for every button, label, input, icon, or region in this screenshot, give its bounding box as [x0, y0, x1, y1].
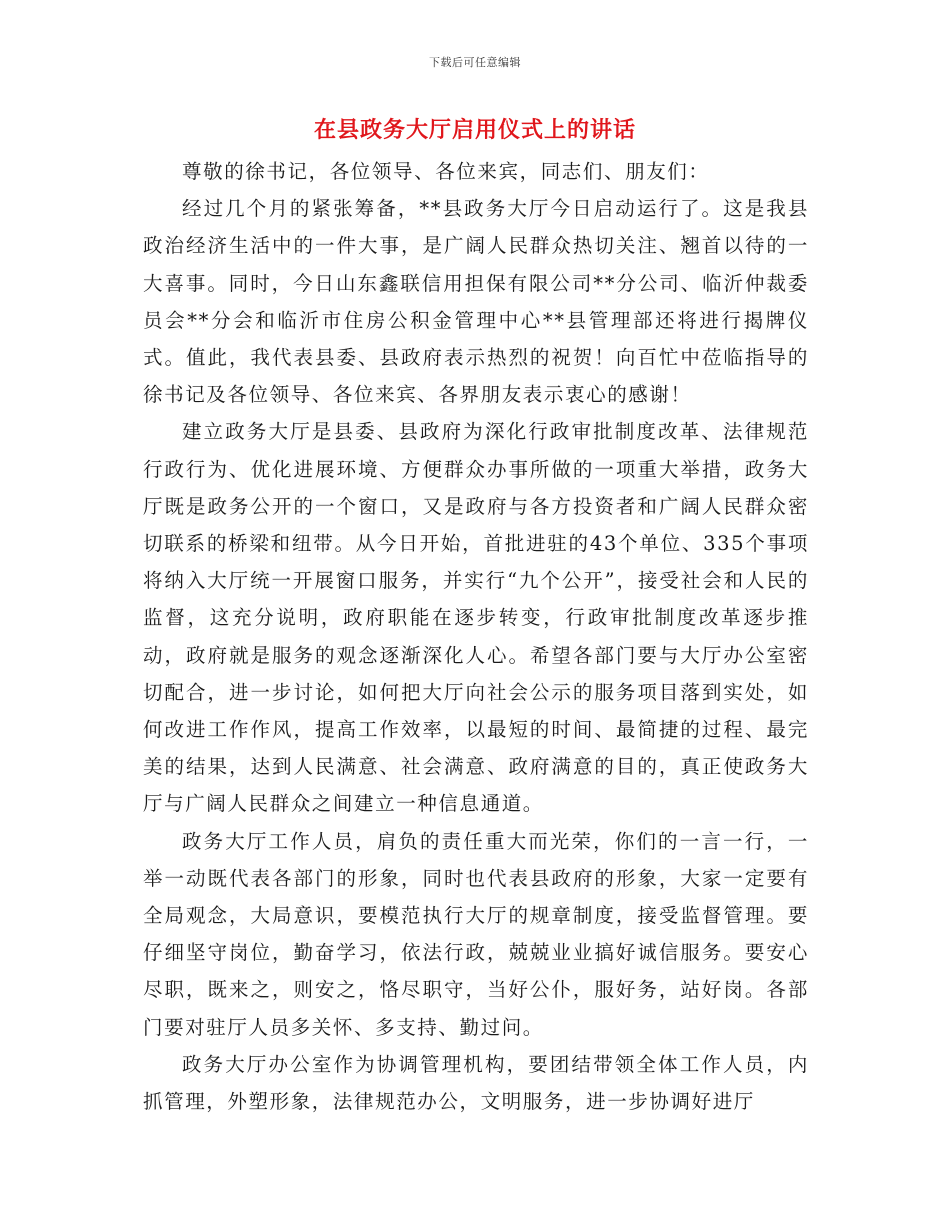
paragraph-salutation: 尊敬的徐书记，各位领导、各位来宾，同志们、朋友们：	[182, 160, 710, 183]
paragraph-opening: 经过几个月的紧张筹备，**县政务大厅今日启动运行了。这是我县政治经济生活中的一件大事，是广阔人民群众热切关注、翘首以待的一大喜事。同时，今日山东鑫联信用担保有限公司**分公司、临沂仲裁委员会**分会和临沂市住房公积金管理中心**县管理部还将进行揭牌仪式。值此，我代表县委、县政府表示热烈的祝贺！向百忙中莅临指导的徐书记及各位领导、各位来宾、各界朋友表示衷心的感谢！	[143, 197, 809, 407]
paragraph-significance: 建立政务大厅是县委、县政府为深化行政审批制度改革、法律规范行政行为、优化进展环境、方便群众办事所做的一项重大举措，政务大厅既是政务公开的一个窗口，又是政府与各方投资者和广阔人民群众密切联系的桥梁和纽带。从今日开始，首批进驻的43个单位、335个事项将纳入大厅统一开展窗口服务，并实行“九个公开”，接受社会和人民的监督，这充分说明，政府职能在逐步转变，行政审批制度改革逐步推动，政府就是服务的观念逐渐深化人心。希望各部门要与大厅办公室密切配合，进一步讨论，如何把大厅向社会公示的服务项目落到实处，如何改进工作作风，提高工作效率，以最短的时间、最简捷的过程、最完美的结果，达到人民满意、社会满意、政府满意的目的，真正使政务大厅与广阔人民群众之间建立一种信息通道。	[143, 420, 809, 816]
paragraph-office-role: 政务大厅办公室作为协调管理机构，要团结带领全体工作人员，内抓管理，外塑形象，法律规范办公，文明服务，进一步协调好进厅	[143, 1052, 809, 1114]
paragraph-staff-requirements: 政务大厅工作人员，肩负的责任重大而光荣，你们的一言一行，一举一动既代表各部门的形象，同时也代表县政府的形象，大家一定要有全局观念，大局意识，要模范执行大厅的规章制度，接受监督管理。要仔细坚守岗位，勤奋学习，依法行政，兢兢业业搞好诚信服务。要安心尽职，既来之，则安之，恪尽职守，当好公仆，服好务，站好岗。各部门要对驻厅人员多关怀、多支持、勤过问。	[143, 829, 809, 1039]
document-body	[143, 153, 809, 1120]
page-header-note: 下载后可任意编辑	[429, 56, 521, 69]
document-title: 在县政务大厅启用仪式上的讲话	[313, 117, 636, 143]
